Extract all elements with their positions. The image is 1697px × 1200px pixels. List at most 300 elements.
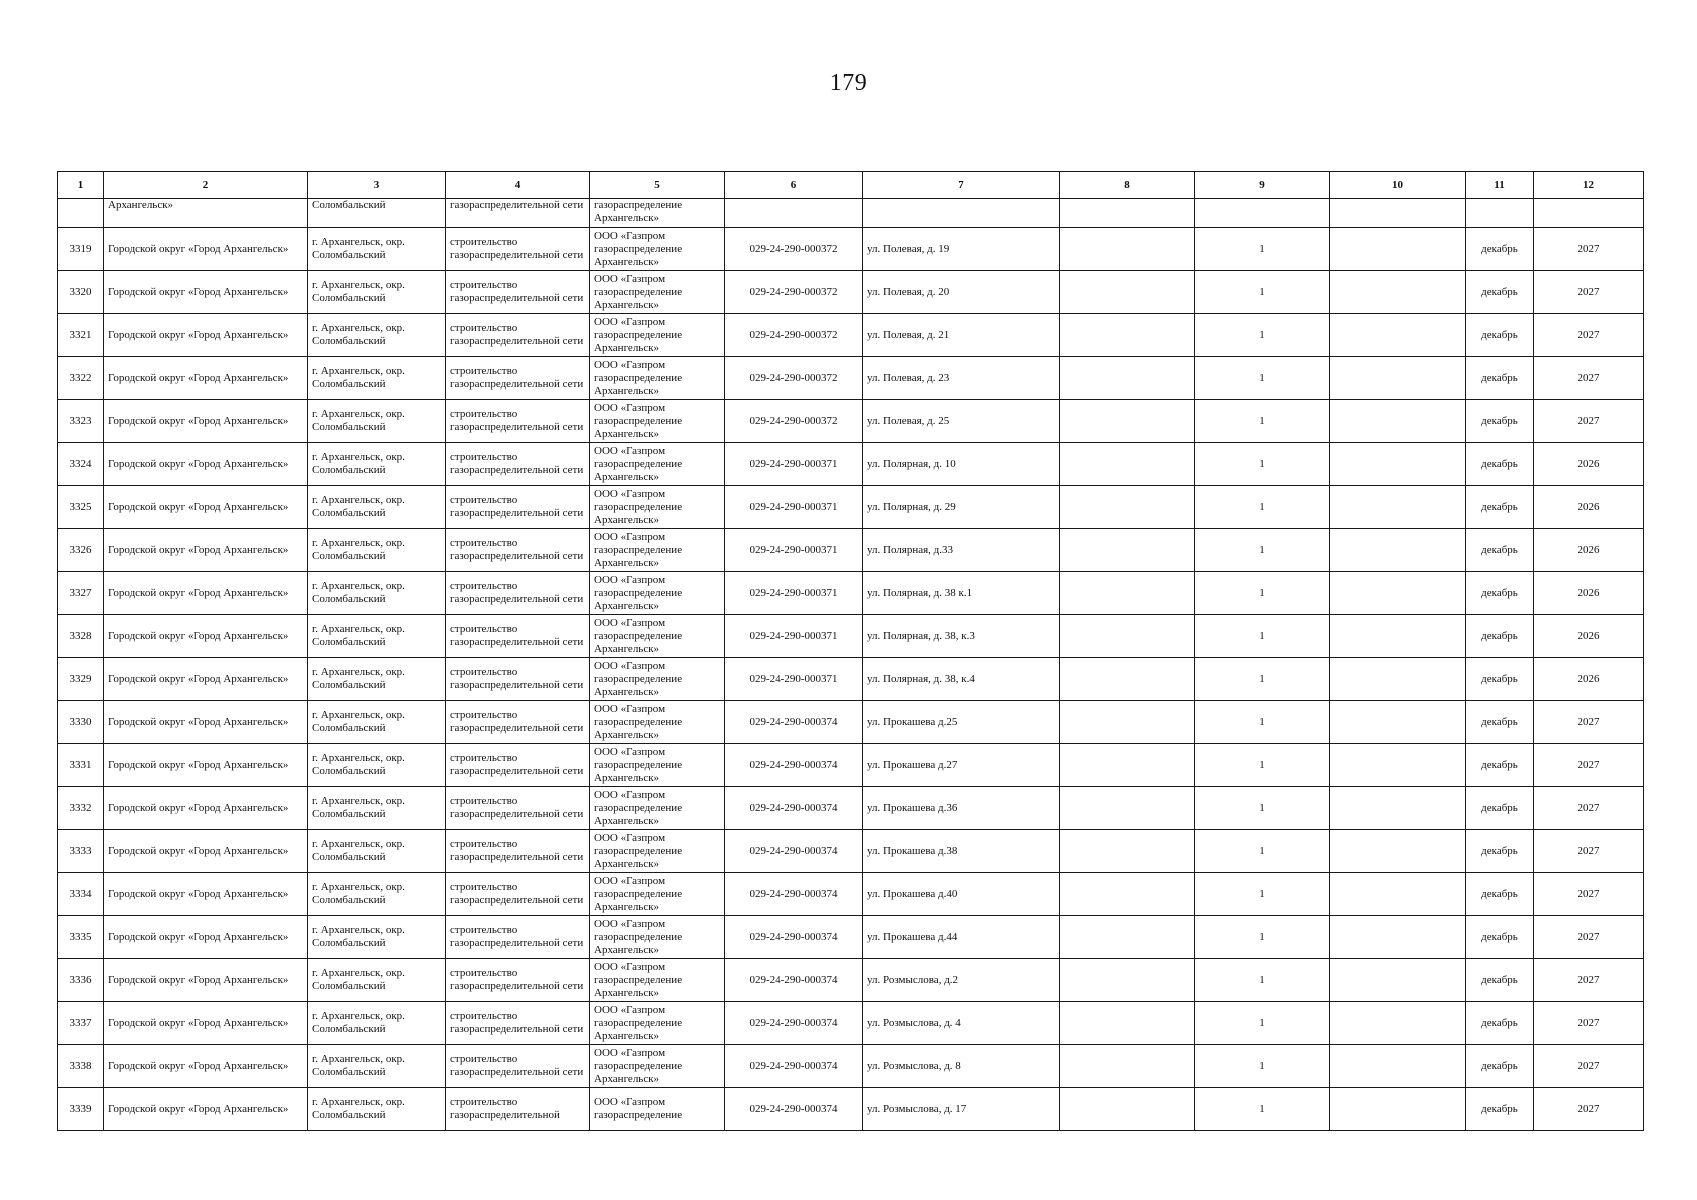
cell-col-10 bbox=[1330, 529, 1466, 572]
cell-col-8 bbox=[1060, 873, 1195, 916]
cell-municipality bbox=[104, 271, 308, 314]
cell-locality bbox=[308, 271, 446, 314]
cell-organization bbox=[590, 199, 725, 228]
cell-organization bbox=[590, 486, 725, 529]
cell-text: Городской округ «Город Архангельск» bbox=[108, 328, 289, 341]
cell-year bbox=[1534, 959, 1644, 1002]
cell-month bbox=[1466, 1045, 1534, 1088]
cell-address bbox=[863, 400, 1060, 443]
cell-text: ул. Прокашева д.25 bbox=[867, 715, 958, 728]
cell-month bbox=[1466, 701, 1534, 744]
cell-row-number bbox=[58, 873, 104, 916]
cell-municipality bbox=[104, 400, 308, 443]
cell-municipality bbox=[104, 1088, 308, 1131]
table-row bbox=[58, 486, 1644, 529]
cell-text: 029-24-290-000374 bbox=[749, 1059, 838, 1072]
cell-row-number bbox=[58, 1002, 104, 1045]
cell-program-code bbox=[725, 701, 863, 744]
page-number: 179 bbox=[829, 70, 868, 96]
cell-month bbox=[1466, 271, 1534, 314]
cell-text: газораспределительной сети bbox=[450, 199, 584, 211]
cell-text: г. Архангельск, окр. Соломбальский bbox=[312, 537, 405, 562]
cell-text: 029-24-290-000372 bbox=[749, 414, 838, 427]
cell-col-8 bbox=[1060, 486, 1195, 529]
cell-text: ул. Прокашева д.38 bbox=[867, 844, 958, 857]
column-header-12: 12 bbox=[1534, 172, 1644, 199]
cell-text: 3326 bbox=[69, 543, 92, 556]
cell-text: 3337 bbox=[69, 1016, 92, 1029]
cell-text: ул. Полярная, д. 10 bbox=[867, 457, 956, 470]
cell-text: г. Архангельск, окр. Соломбальский bbox=[312, 451, 405, 476]
cell-text: ООО «Газпром газораспределение Архангельск» bbox=[594, 401, 683, 440]
cell-text: Городской округ «Город Архангельск» bbox=[108, 457, 289, 470]
cell-text: г. Архангельск, окр. Соломбальский bbox=[312, 967, 405, 992]
cell-text: 1 bbox=[1259, 715, 1265, 728]
cell-text: строительство газораспределительной сети bbox=[450, 666, 584, 691]
table-row bbox=[58, 400, 1644, 443]
cell-text: декабрь bbox=[1481, 715, 1518, 728]
table-row bbox=[58, 314, 1644, 357]
cell-col-8 bbox=[1060, 1002, 1195, 1045]
cell-organization bbox=[590, 529, 725, 572]
cell-text: 1 bbox=[1259, 801, 1265, 814]
cell-program-code bbox=[725, 443, 863, 486]
cell-work-type bbox=[446, 572, 590, 615]
cell-col-8 bbox=[1060, 1088, 1195, 1131]
cell-col-10 bbox=[1330, 830, 1466, 873]
column-header-1: 1 bbox=[58, 172, 104, 199]
table-body bbox=[58, 199, 1644, 1131]
table-row bbox=[58, 1045, 1644, 1088]
cell-text: строительство газораспределительной сети bbox=[450, 537, 584, 562]
cell-work-type bbox=[446, 486, 590, 529]
cell-text: декабрь bbox=[1481, 328, 1518, 341]
cell-text: г. Архангельск, окр. Соломбальский bbox=[312, 623, 405, 648]
cell-work-type bbox=[446, 400, 590, 443]
cell-municipality bbox=[104, 830, 308, 873]
cell-municipality bbox=[104, 357, 308, 400]
cell-text: 3319 bbox=[69, 242, 92, 255]
table-row bbox=[58, 357, 1644, 400]
cell-text: 3327 bbox=[69, 586, 92, 599]
cell-text: 2027 bbox=[1577, 1059, 1600, 1072]
cell-quantity bbox=[1195, 787, 1330, 830]
column-header-8: 8 bbox=[1060, 172, 1195, 199]
cell-text: ул. Полевая, д. 19 bbox=[867, 242, 950, 255]
cell-col-8 bbox=[1060, 572, 1195, 615]
cell-text: 029-24-290-000371 bbox=[749, 543, 838, 556]
cell-work-type bbox=[446, 701, 590, 744]
cell-organization bbox=[590, 1002, 725, 1045]
cell-work-type bbox=[446, 615, 590, 658]
cell-text: 3320 bbox=[69, 285, 92, 298]
cell-locality bbox=[308, 959, 446, 1002]
cell-text: ул. Прокашева д.40 bbox=[867, 887, 958, 900]
cell-text: Городской округ «Город Архангельск» bbox=[108, 1059, 289, 1072]
cell-row-number bbox=[58, 830, 104, 873]
cell-col-10 bbox=[1330, 658, 1466, 701]
cell-text: 3336 bbox=[69, 973, 92, 986]
cell-text: 1 bbox=[1259, 543, 1265, 556]
cell-year bbox=[1534, 701, 1644, 744]
table-row bbox=[58, 787, 1644, 830]
cell-row-number bbox=[58, 400, 104, 443]
cell-work-type bbox=[446, 1002, 590, 1045]
cell-work-type bbox=[446, 916, 590, 959]
cell-text: ООО «Газпром газораспределение Архангельск» bbox=[594, 315, 683, 354]
cell-year bbox=[1534, 228, 1644, 271]
cell-text: ООО «Газпром газораспределение Архангельск» bbox=[594, 444, 683, 483]
cell-text: 3328 bbox=[69, 629, 92, 642]
cell-month bbox=[1466, 658, 1534, 701]
cell-text: декабрь bbox=[1481, 1102, 1518, 1115]
cell-text: ООО «Газпром газораспределение Архангельск» bbox=[594, 530, 683, 569]
cell-row-number bbox=[58, 787, 104, 830]
cell-text: г. Архангельск, окр. Соломбальский bbox=[312, 666, 405, 691]
cell-col-10 bbox=[1330, 228, 1466, 271]
cell-locality bbox=[308, 228, 446, 271]
cell-col-10 bbox=[1330, 701, 1466, 744]
register-table bbox=[57, 171, 1644, 1131]
cell-text: 029-24-290-000372 bbox=[749, 328, 838, 341]
cell-year bbox=[1534, 314, 1644, 357]
cell-year bbox=[1534, 443, 1644, 486]
cell-text: г. Архангельск, окр. Соломбальский bbox=[312, 580, 405, 605]
cell-locality bbox=[308, 529, 446, 572]
cell-text: Городской округ «Город Архангельск» bbox=[108, 715, 289, 728]
cell-locality bbox=[308, 701, 446, 744]
cell-text: 029-24-290-000371 bbox=[749, 457, 838, 470]
cell-locality bbox=[308, 873, 446, 916]
cell-work-type bbox=[446, 228, 590, 271]
cell-text: 029-24-290-000372 bbox=[749, 285, 838, 298]
cell-text: ул. Розмыслова, д.2 bbox=[867, 973, 959, 986]
cell-col-8 bbox=[1060, 787, 1195, 830]
cell-address bbox=[863, 443, 1060, 486]
cell-work-type bbox=[446, 658, 590, 701]
cell-address bbox=[863, 615, 1060, 658]
cell-text: 1 bbox=[1259, 973, 1265, 986]
cell-year bbox=[1534, 486, 1644, 529]
cell-text: ул. Полевая, д. 23 bbox=[867, 371, 950, 384]
cell-program-code bbox=[725, 529, 863, 572]
cell-text: ООО «Газпром газораспределение Архангельск» bbox=[594, 1003, 683, 1042]
cell-text: 3332 bbox=[69, 801, 92, 814]
cell-municipality bbox=[104, 314, 308, 357]
cell-text: декабрь bbox=[1481, 371, 1518, 384]
cell-organization bbox=[590, 744, 725, 787]
cell-quantity bbox=[1195, 1045, 1330, 1088]
cell-quantity bbox=[1195, 199, 1330, 228]
cell-organization bbox=[590, 271, 725, 314]
table-row bbox=[58, 529, 1644, 572]
cell-quantity bbox=[1195, 314, 1330, 357]
cell-text: 029-24-290-000374 bbox=[749, 973, 838, 986]
cell-text: Городской округ «Город Архангельск» bbox=[108, 801, 289, 814]
cell-text: 029-24-290-000371 bbox=[749, 500, 838, 513]
cell-text: ООО «Газпром газораспределение Архангельск» bbox=[594, 659, 683, 698]
cell-text: Городской округ «Город Архангельск» bbox=[108, 586, 289, 599]
cell-month bbox=[1466, 1002, 1534, 1045]
cell-year bbox=[1534, 529, 1644, 572]
cell-text: ООО «Газпром газораспределение bbox=[594, 1096, 683, 1121]
cell-text: Городской округ «Город Архангельск» bbox=[108, 973, 289, 986]
cell-address bbox=[863, 916, 1060, 959]
cell-municipality bbox=[104, 873, 308, 916]
cell-work-type bbox=[446, 744, 590, 787]
cell-text: 3330 bbox=[69, 715, 92, 728]
cell-text: Городской округ «Город Архангельск» bbox=[108, 1102, 289, 1115]
cell-text: 3323 bbox=[69, 414, 92, 427]
cell-quantity bbox=[1195, 529, 1330, 572]
cell-work-type bbox=[446, 787, 590, 830]
cell-address bbox=[863, 572, 1060, 615]
cell-address bbox=[863, 1045, 1060, 1088]
cell-program-code bbox=[725, 572, 863, 615]
cell-text: Городской округ «Город Архангельск» bbox=[108, 672, 289, 685]
cell-text: г. Архангельск, окр. Соломбальский bbox=[312, 1096, 405, 1121]
cell-text: г. Архангельск, окр. Соломбальский bbox=[312, 494, 405, 519]
cell-quantity bbox=[1195, 916, 1330, 959]
cell-text: 2027 bbox=[1577, 973, 1600, 986]
cell-text: г. Архангельск, окр. Соломбальский bbox=[312, 365, 405, 390]
cell-month bbox=[1466, 443, 1534, 486]
table-row bbox=[58, 1002, 1644, 1045]
cell-text: декабрь bbox=[1481, 457, 1518, 470]
cell-text: 2027 bbox=[1577, 887, 1600, 900]
cell-municipality bbox=[104, 744, 308, 787]
cell-locality bbox=[308, 830, 446, 873]
cell-col-8 bbox=[1060, 529, 1195, 572]
cell-row-number bbox=[58, 314, 104, 357]
cell-text: строительство газораспределительной сети bbox=[450, 1010, 584, 1035]
cell-text: ул. Полярная, д. 38, к.4 bbox=[867, 672, 975, 685]
cell-text: 1 bbox=[1259, 844, 1265, 857]
cell-text: 3331 bbox=[69, 758, 92, 771]
column-header-3: 3 bbox=[308, 172, 446, 199]
cell-text: 2027 bbox=[1577, 242, 1600, 255]
cell-municipality bbox=[104, 787, 308, 830]
cell-text: строительство газораспределительной bbox=[450, 1096, 560, 1121]
cell-program-code bbox=[725, 314, 863, 357]
cell-text: 029-24-290-000371 bbox=[749, 629, 838, 642]
cell-work-type bbox=[446, 959, 590, 1002]
cell-year bbox=[1534, 744, 1644, 787]
cell-text: ООО «Газпром газораспределение Архангельск» bbox=[594, 960, 683, 999]
cell-text: строительство газораспределительной сети bbox=[450, 236, 584, 261]
cell-work-type bbox=[446, 873, 590, 916]
cell-text: 2027 bbox=[1577, 715, 1600, 728]
cell-text: 3333 bbox=[69, 844, 92, 857]
cell-work-type bbox=[446, 830, 590, 873]
cell-text: строительство газораспределительной сети bbox=[450, 408, 584, 433]
cell-text: ул. Полевая, д. 20 bbox=[867, 285, 950, 298]
cell-quantity bbox=[1195, 658, 1330, 701]
cell-locality bbox=[308, 400, 446, 443]
cell-text: строительство газораспределительной сети bbox=[450, 1053, 584, 1078]
cell-row-number bbox=[58, 959, 104, 1002]
cell-municipality bbox=[104, 228, 308, 271]
cell-organization bbox=[590, 916, 725, 959]
cell-text: строительство газораспределительной сети bbox=[450, 752, 584, 777]
cell-col-10 bbox=[1330, 199, 1466, 228]
cell-month bbox=[1466, 199, 1534, 228]
cell-text: строительство газораспределительной сети bbox=[450, 881, 584, 906]
cell-address bbox=[863, 271, 1060, 314]
cell-locality bbox=[308, 1002, 446, 1045]
cell-municipality bbox=[104, 916, 308, 959]
cell-text: 1 bbox=[1259, 285, 1265, 298]
cell-text: г. Архангельск, окр. Соломбальский bbox=[312, 881, 405, 906]
cell-month bbox=[1466, 787, 1534, 830]
cell-municipality bbox=[104, 959, 308, 1002]
cell-month bbox=[1466, 873, 1534, 916]
cell-text: 029-24-290-000371 bbox=[749, 586, 838, 599]
cell-text: Городской округ «Город Архангельск» bbox=[108, 887, 289, 900]
cell-locality bbox=[308, 443, 446, 486]
cell-text: ООО «Газпром газораспределение Архангельск» bbox=[594, 788, 683, 827]
table-row bbox=[58, 959, 1644, 1002]
cell-organization bbox=[590, 615, 725, 658]
cell-text: декабрь bbox=[1481, 414, 1518, 427]
cell-text: 3338 bbox=[69, 1059, 92, 1072]
cell-text: 029-24-290-000374 bbox=[749, 758, 838, 771]
cell-municipality bbox=[104, 572, 308, 615]
cell-month bbox=[1466, 228, 1534, 271]
cell-text: 1 bbox=[1259, 457, 1265, 470]
table-row bbox=[58, 658, 1644, 701]
cell-text: 2026 bbox=[1577, 586, 1600, 599]
cell-text: строительство газораспределительной сети bbox=[450, 795, 584, 820]
column-header-4: 4 bbox=[446, 172, 590, 199]
cell-text: ООО «Газпром газораспределение Архангельск» bbox=[594, 358, 683, 397]
cell-text: г. Архангельск, окр. Соломбальский bbox=[312, 795, 405, 820]
cell-organization bbox=[590, 228, 725, 271]
cell-program-code bbox=[725, 357, 863, 400]
cell-col-10 bbox=[1330, 357, 1466, 400]
cell-month bbox=[1466, 314, 1534, 357]
cell-text: декабрь bbox=[1481, 973, 1518, 986]
cell-organization bbox=[590, 314, 725, 357]
cell-text: ул. Полевая, д. 21 bbox=[867, 328, 950, 341]
cell-municipality bbox=[104, 658, 308, 701]
cell-col-10 bbox=[1330, 314, 1466, 357]
cell-month bbox=[1466, 572, 1534, 615]
cell-text: 1 bbox=[1259, 672, 1265, 685]
cell-col-10 bbox=[1330, 1088, 1466, 1131]
cell-text: ООО «Газпром газораспределение Архангельск» bbox=[594, 874, 683, 913]
cell-text: 2027 bbox=[1577, 371, 1600, 384]
cell-col-8 bbox=[1060, 830, 1195, 873]
cell-col-8 bbox=[1060, 228, 1195, 271]
cell-text: 3334 bbox=[69, 887, 92, 900]
cell-text: 2027 bbox=[1577, 414, 1600, 427]
cell-col-10 bbox=[1330, 615, 1466, 658]
cell-text: 029-24-290-000372 bbox=[749, 371, 838, 384]
cell-quantity bbox=[1195, 615, 1330, 658]
cell-col-10 bbox=[1330, 400, 1466, 443]
cell-text: ООО «Газпром газораспределение Архангельск» bbox=[594, 487, 683, 526]
cell-organization bbox=[590, 357, 725, 400]
cell-row-number bbox=[58, 199, 104, 228]
cell-program-code bbox=[725, 1088, 863, 1131]
cell-program-code bbox=[725, 744, 863, 787]
cell-text: ул. Полярная, д.33 bbox=[867, 543, 954, 556]
cell-text: декабрь bbox=[1481, 285, 1518, 298]
cell-text: 2026 bbox=[1577, 629, 1600, 642]
cell-text: г. Архангельск, окр. Соломбальский bbox=[312, 838, 405, 863]
cell-year bbox=[1534, 1002, 1644, 1045]
table-row bbox=[58, 271, 1644, 314]
cell-text: 2027 bbox=[1577, 285, 1600, 298]
cell-text: ООО «Газпром газораспределение Архангельск» bbox=[594, 229, 683, 268]
cell-text: ООО «Газпром газораспределение Архангельск» bbox=[594, 272, 683, 311]
cell-col-8 bbox=[1060, 701, 1195, 744]
table-row bbox=[58, 916, 1644, 959]
cell-text: декабрь bbox=[1481, 887, 1518, 900]
cell-program-code bbox=[725, 1002, 863, 1045]
cell-text: декабрь bbox=[1481, 629, 1518, 642]
cell-locality bbox=[308, 916, 446, 959]
cell-year bbox=[1534, 357, 1644, 400]
cell-text: строительство газораспределительной сети bbox=[450, 838, 584, 863]
cell-col-10 bbox=[1330, 744, 1466, 787]
cell-text: Городской округ «Город Архангельск» bbox=[108, 930, 289, 943]
cell-year bbox=[1534, 615, 1644, 658]
cell-locality bbox=[308, 199, 446, 228]
cell-col-10 bbox=[1330, 1045, 1466, 1088]
cell-text: 029-24-290-000374 bbox=[749, 844, 838, 857]
cell-text: ООО «Газпром газораспределение Архангельск» bbox=[594, 1046, 683, 1085]
cell-quantity bbox=[1195, 744, 1330, 787]
cell-text: декабрь bbox=[1481, 1059, 1518, 1072]
table-row bbox=[58, 744, 1644, 787]
cell-year bbox=[1534, 1045, 1644, 1088]
cell-text: 1 bbox=[1259, 414, 1265, 427]
cell-quantity bbox=[1195, 1002, 1330, 1045]
cell-month bbox=[1466, 830, 1534, 873]
cell-address bbox=[863, 357, 1060, 400]
table-row bbox=[58, 443, 1644, 486]
cell-organization bbox=[590, 830, 725, 873]
cell-text: Городской округ «Город Архангельск» bbox=[108, 414, 289, 427]
cell-row-number bbox=[58, 228, 104, 271]
cell-col-8 bbox=[1060, 658, 1195, 701]
cell-address bbox=[863, 701, 1060, 744]
cell-address bbox=[863, 199, 1060, 228]
cell-text: 3339 bbox=[69, 1102, 92, 1115]
table-row bbox=[58, 830, 1644, 873]
cell-program-code bbox=[725, 228, 863, 271]
cell-text: 029-24-290-000374 bbox=[749, 801, 838, 814]
cell-text: г. Архангельск, окр. Соломбальский bbox=[312, 408, 405, 433]
cell-text: 3322 bbox=[69, 371, 92, 384]
cell-text: Городской округ «Город Архангельск» bbox=[108, 371, 289, 384]
cell-work-type bbox=[446, 529, 590, 572]
cell-text: ул. Полярная, д. 38 к.1 bbox=[867, 586, 973, 599]
cell-month bbox=[1466, 959, 1534, 1002]
cell-text: строительство газораспределительной сети bbox=[450, 494, 584, 519]
column-header-11: 11 bbox=[1466, 172, 1534, 199]
cell-locality bbox=[308, 1045, 446, 1088]
cell-text: строительство газораспределительной сети bbox=[450, 709, 584, 734]
cell-organization bbox=[590, 658, 725, 701]
cell-row-number bbox=[58, 1045, 104, 1088]
cell-col-8 bbox=[1060, 199, 1195, 228]
cell-col-10 bbox=[1330, 271, 1466, 314]
table-row bbox=[58, 572, 1644, 615]
cell-organization bbox=[590, 701, 725, 744]
